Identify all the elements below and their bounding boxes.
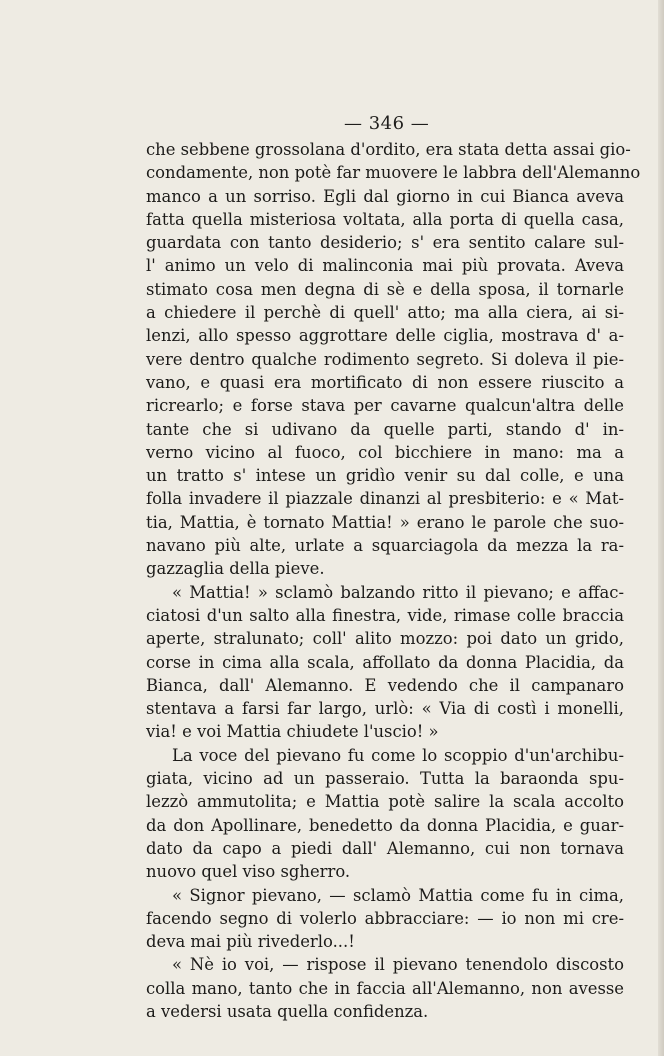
text-line: Bianca, dall' Alemanno. E vedendo che il campanaro [146, 675, 624, 695]
text-line: guardata con tanto desiderio; s' era sentito calare sul- [146, 233, 624, 253]
text-line: « Mattia! » sclamò balzando ritto il pievano; e affac- [172, 582, 624, 602]
text-line: tia, Mattia, è tornato Mattia! » erano le parole che suo- [146, 512, 624, 532]
text-line: « Signor pievano, — sclamò Mattia come fu in cima, [172, 885, 624, 905]
text-line: verno vicino al fuoco, col bicchiere in mano: ma a [146, 442, 624, 462]
text-line: La voce del pievano fu come lo scoppio d'un'archibu- [172, 745, 624, 765]
text-line: nuovo quel viso sgherro. [146, 862, 351, 882]
text-line: ciatosi d'un salto alla finestra, vide, rimase colle braccia [146, 605, 624, 625]
text-line: vere dentro qualche rodimento segreto. Si doleva il pie- [146, 349, 624, 369]
page-number: — 346 — [344, 113, 430, 134]
text-line: folla invadere il piazzale dinanzi al presbiterio: e « Mat- [146, 489, 624, 509]
text-line: da don Apollinare, benedetto da donna Placidia, e guar- [146, 815, 624, 835]
text-line: l' animo un velo di malinconia mai più provata. Aveva [146, 256, 624, 276]
text-line: gazzaglia della pieve. [146, 559, 325, 579]
text-line: corse in cima alla scala, affollato da donna Placidia, da [146, 652, 624, 672]
text-line: che sebbene grossolana d'ordito, era stata detta assai gio- [146, 140, 631, 159]
text-line: lezzò ammutolita; e Mattia potè salire la scala accolto [146, 792, 624, 812]
text-line: a chiedere il perchè di quell' atto; ma alla ciera, ai si- [146, 303, 624, 323]
text-line: un tratto s' intese un gridìo venir su dal colle, e una [146, 466, 624, 486]
text-line: via! e voi Mattia chiudete l'uscio! » [146, 722, 439, 742]
text-line: stimato cosa men degna di sè e della sposa, il tornarle [146, 279, 624, 299]
text-line: stentava a farsi far largo, urlò: « Via di costì i monelli, [146, 699, 624, 719]
text-line: a vedersi usata quella confidenza. [146, 1001, 429, 1021]
text-line: aperte, stralunato; coll' alito mozzo: poi dato un grido, [146, 629, 624, 649]
text-line: navano più alte, urlate a squarciagola da mezza la ra- [146, 536, 624, 556]
text-line: condamente, non potè far muovere le labbra dell'Alemanno [146, 163, 641, 183]
text-line: giata, vicino ad un passeraio. Tutta la baraonda spu- [146, 769, 624, 789]
text-line: ricrearlo; e forse stava per cavarne qualcun'altra delle [146, 396, 624, 416]
text-line: colla mano, tanto che in faccia all'Alemanno, non avesse [146, 978, 624, 998]
text-line: vano, e quasi era mortificato di non essere riuscito a [146, 372, 624, 392]
text-line: fatta quella misteriosa voltata, alla porta di quella casa, [146, 209, 624, 229]
text-line: lenzi, allo spesso aggrottare delle ciglia, mostrava d' a- [146, 326, 624, 346]
text-line: tante che si udivano da quelle parti, stando d' in- [146, 419, 624, 439]
text-line: « Nè io voi, — rispose il pievano tenendolo discosto [172, 955, 624, 975]
text-line: deva mai più rivederlo...! [146, 932, 355, 952]
text-line: dato da capo a piedi dall' Alemanno, cui non tornava [146, 838, 624, 858]
text-line: manco a un sorriso. Egli dal giorno in cui Bianca aveva [146, 186, 624, 206]
text-line: facendo segno di volerlo abbracciare: — io non mi cre- [146, 908, 624, 928]
body-text [146, 138, 641, 1023]
page-edge [658, 0, 664, 1056]
